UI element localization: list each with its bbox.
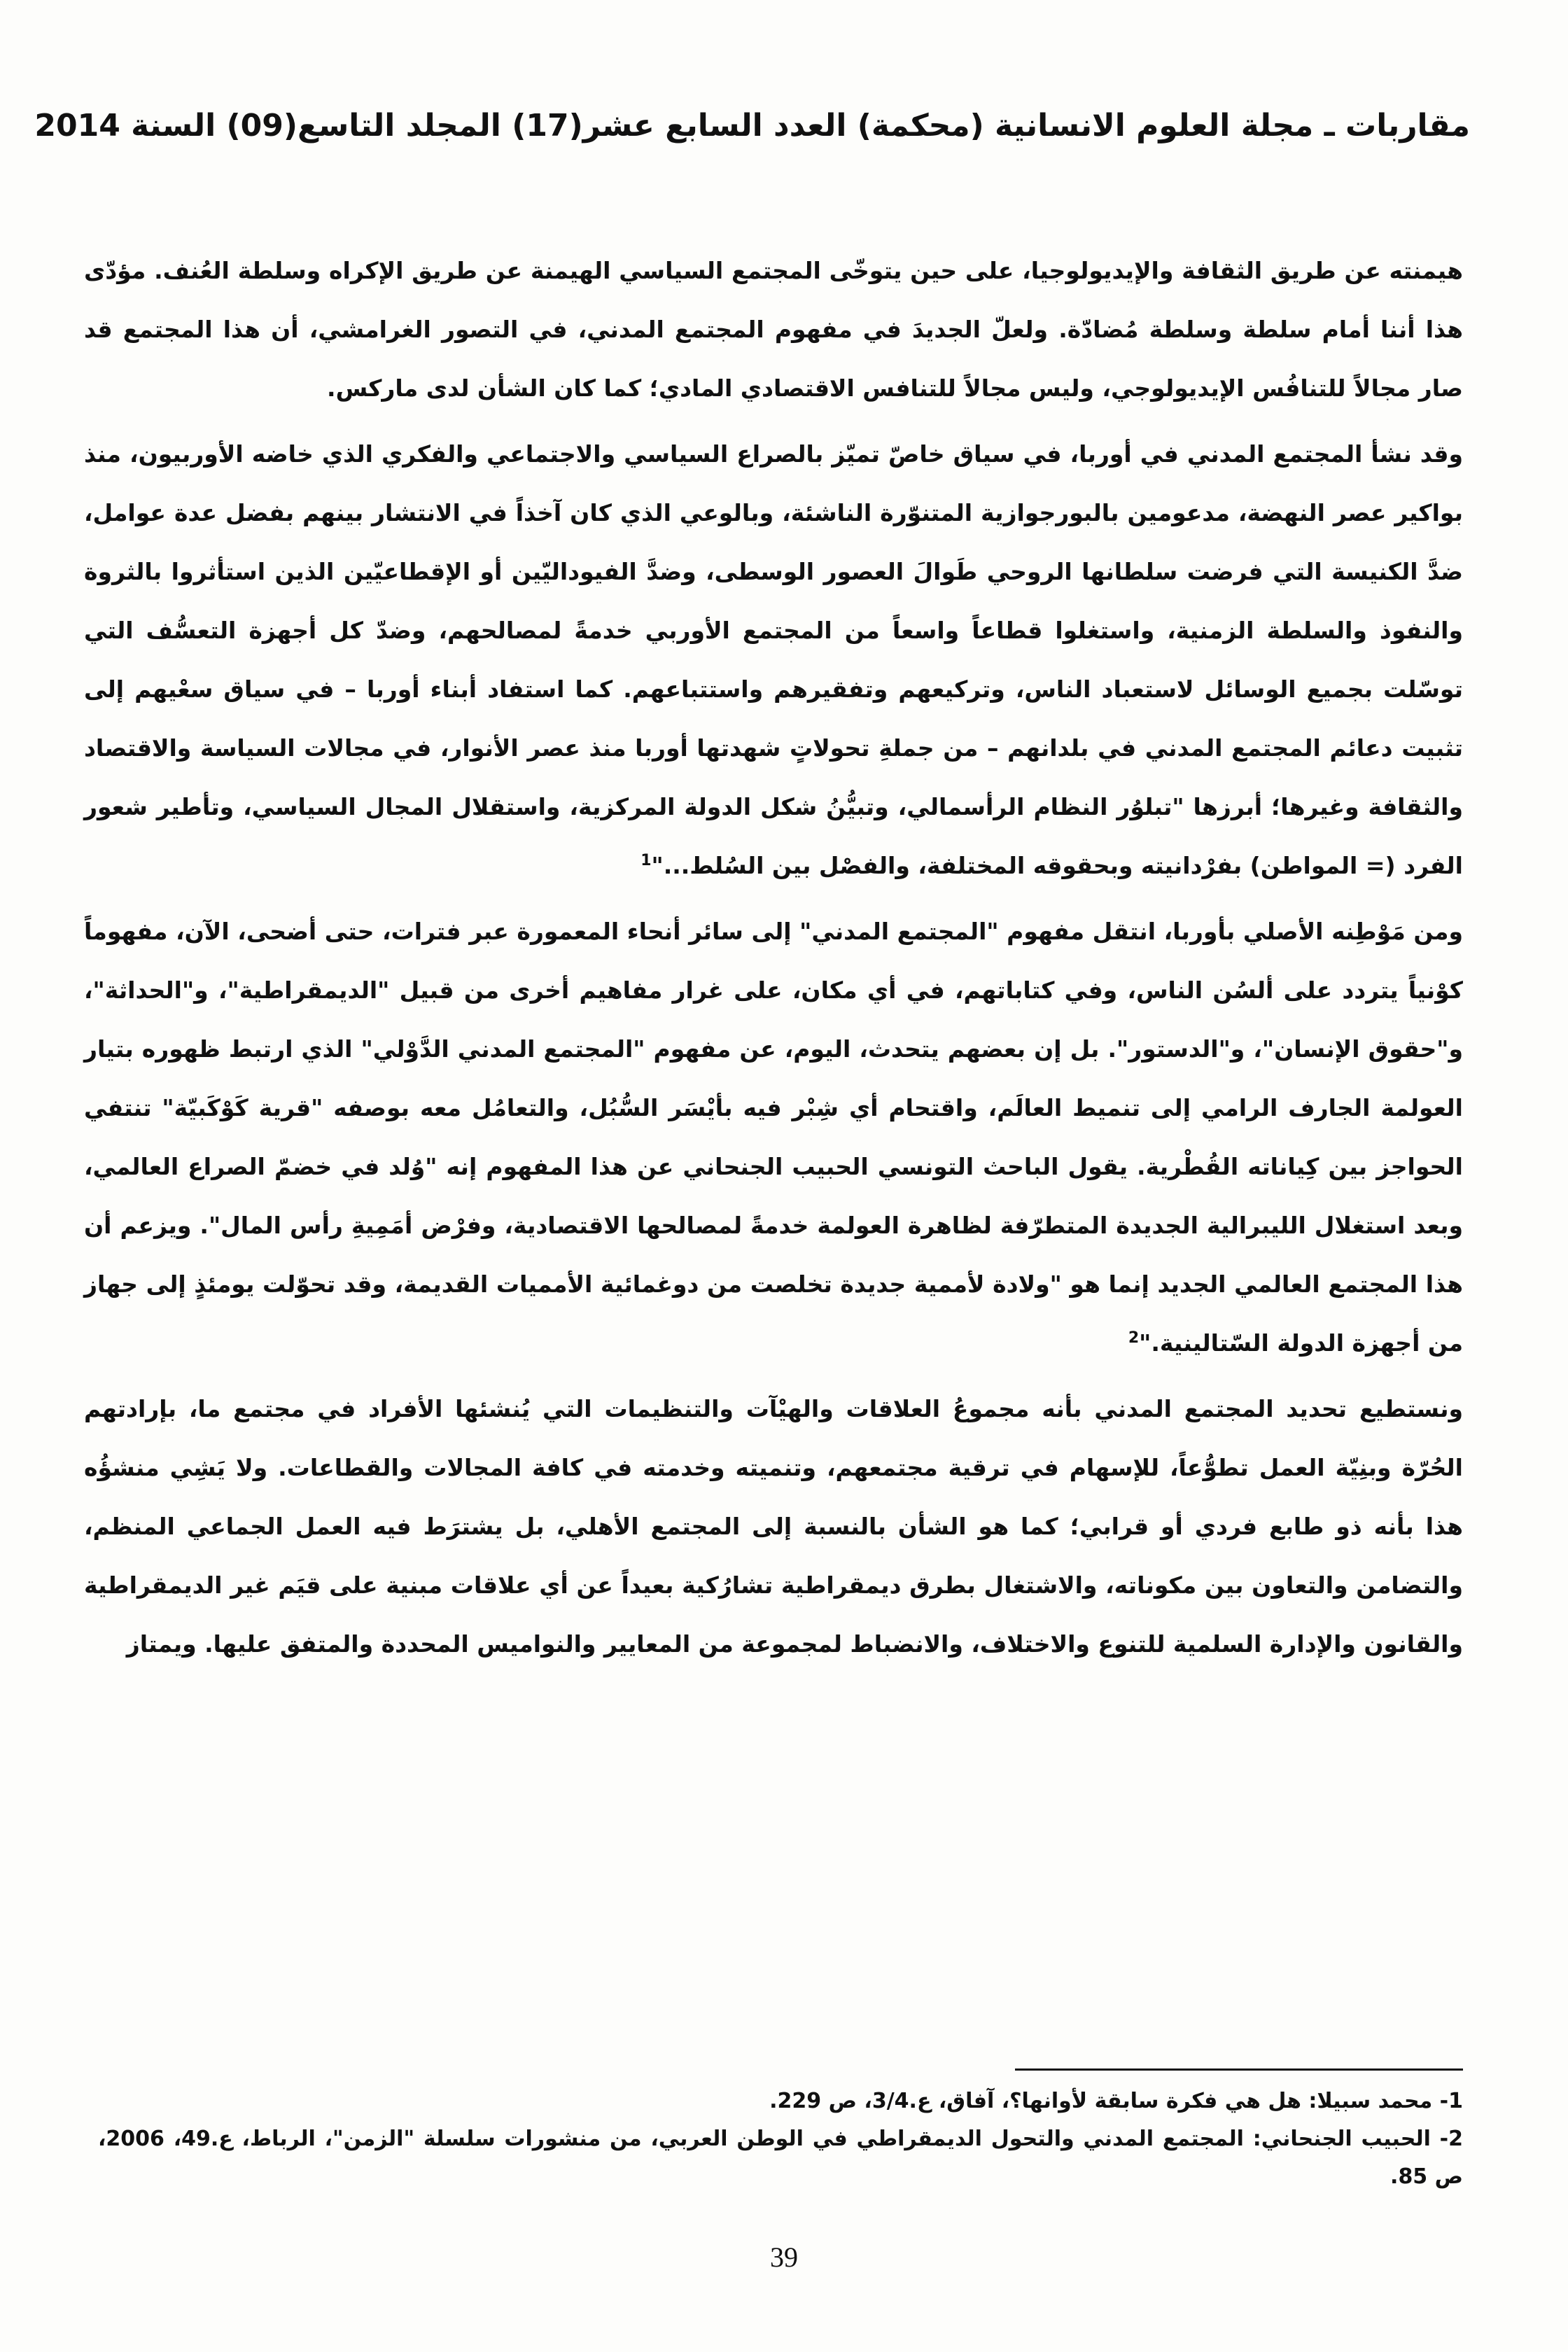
page-number: 39 [770, 2241, 798, 2273]
paragraph-text: ونستطيع تحديد المجتمع المدني بأنه مجموعُ العلاقات والهيْآت والتنظيمات التي يُنشئها الأفراد في مجتمع ما، بإرادتهم الحُرّة وبنِيّة العمل تطوُّعاً، للإسهام في ترقية مجتمعهم، وتنميته وخدمته في كافة المجالات والقطاعات. ولا يَشِي منشؤُه هذا بأنه ذو طابع فردي أو قرابي؛ كما هو الشأن بالنسبة إلى المجتمع الأهلي، بل يشترَط فيه العمل الجماعي المنظم، والتضامن والتعاون بين مكوناته، والاشتغال بطرق ديمقراطية تشارُكية بعيداً عن أي علاقات مبنية على قيَم غير الديمقراطية والقانون والإدارة السلمية للتنوع والاختلاف، والانضباط لمجموعة من المعايير والنواميس المحددة والمتفق عليها. ويمتاز [84, 1395, 1463, 1658]
paragraph-1 [84, 241, 1463, 418]
footnote-reference[interactable]: 1 [640, 852, 652, 869]
paragraph-3 [84, 902, 1463, 1373]
body-text [84, 241, 1463, 1681]
paragraph-text: ومن مَوْطِنه الأصلي بأوربا، انتقل مفهوم "المجتمع المدني" إلى سائر أنحاء المعمورة عبر فترات، حتى أضحى، الآن، مفهوماً كوْنياً يتردد على ألسُن الناس، وفي كتاباتهم، في أي مكان، على غرار مفاهيم أخرى من قبيل "الديمقراطية"، و"الحداثة"، و"حقوق الإنسان"، و"الدستور". بل إن بعضهم يتحدث، اليوم، عن مفهوم "المجتمع المدني الدَّوْلي" الذي ارتبط ظهوره بتيار العولمة الجارف الرامي إلى تنميط العالَم، واقتحام أي شِبْر فيه بأيْسَر السُّبُل، والتعامُل معه بوصفه "قرية كَوْكَبيّة" تنتفي الحواجز بين كِياناته القُطْرية. يقول الباحث التونسي الحبيب الجنحاني عن هذا المفهوم إنه "وُلد في خضمّ الصراع العالمي، وبعد استغلال الليبرالية الجديدة المتطرّفة لظاهرة العولمة خدمةً لمصالحها الاقتصادية، وفرْض أمَمِيةِ رأس المال". ويزعم أن هذا المجتمع العالمي الجديد إنما هو "ولادة لأممية جديدة تخلصت من دوغمائية الأمميات القديمة، وقد تحوّلت يومئذٍ إلى جهاز من أجهزة الدولة السّتالينية." [84, 918, 1463, 1357]
footnote-1: 1- محمد سبيلا: هل هي فكرة سابقة لأوانها؟، آفاق، ع.3/4، ص 229. [769, 2089, 1463, 2113]
footnotes [98, 2082, 1463, 2196]
footnote-divider [1015, 2068, 1463, 2071]
paragraph-text: وقد نشأ المجتمع المدني في أوربا، في سياق خاصّ تميّز بالصراع السياسي والاجتماعي والفكري الذي خاضه الأوربيون، منذ بواكير عصر النهضة، مدعومين بالبورجوازية المتنوّرة الناشئة، وبالوعي الذي كان آخذاً في الانتشار بينهم بفضل عدة عوامل، ضدَّ الكنيسة التي فرضت سلطانها الروحي طَوالَ العصور الوسطى، وضدَّ الفيوداليّين أو الإقطاعيّين الذين استأثروا بالثروة والنفوذ والسلطة الزمنية، واستغلوا قطاعاً واسعاً من المجتمع الأوربي خدمةً لمصالحهم، وضدّ كل أجهزة التعسُّف التي توسّلت بجميع الوسائل لاستعباد الناس، وتركيعهم وتفقيرهم واستتباعهم. كما استفاد أبناء أوربا – في سياق سعْيهم إلى تثبيت دعائم المجتمع المدني في بلدانهم – من جملةِ تحولاتٍ شهدتها أوربا منذ عصر الأنوار، في مجالات السياسة والاقتصاد والثقافة وغيرها؛ أبرزها "تبلوُر النظام الرأسمالي، وتبيُّنُ شكل الدولة المركزية، واستقلال المجال السياسي، وتأطير شعور الفرد (= المواطن) بفرْدانيته وبحقوقه المختلفة، والفصْل بين السُلط..." [84, 440, 1463, 879]
footnote-2: 2- الحبيب الجنحاني: المجتمع المدني والتحول الديمقراطي في الوطن العربي، من منشورات سلسلة "الزمن"، الرباط، ع.49، 2006، ص 85. [98, 2127, 1464, 2189]
running-header: مقاربات ـ مجلة العلوم الانسانية (محكمة) العدد السابع عشر(17) المجلد التاسع(09) السنة 2014 [34, 108, 1470, 144]
paragraph-text: هيمنته عن طريق الثقافة والإيديولوجيا، على حين يتوخّى المجتمع السياسي الهيمنة عن طريق الإكراه وسلطة العُنف. مؤدّى هذا أننا أمام سلطة وسلطة مُضادّة. ولعلّ الجديدَ في مفهوم المجتمع المدني، في التصور الغرامشي، أن هذا المجتمع قد صار مجالاً للتنافُس الإيديولوجي، وليس مجالاً للتنافس الاقتصادي المادي؛ كما كان الشأن لدى ماركس. [84, 257, 1463, 402]
paragraph-4 [84, 1380, 1463, 1674]
paragraph-2 [84, 425, 1463, 895]
footnote-reference[interactable]: 2 [1128, 1329, 1140, 1347]
